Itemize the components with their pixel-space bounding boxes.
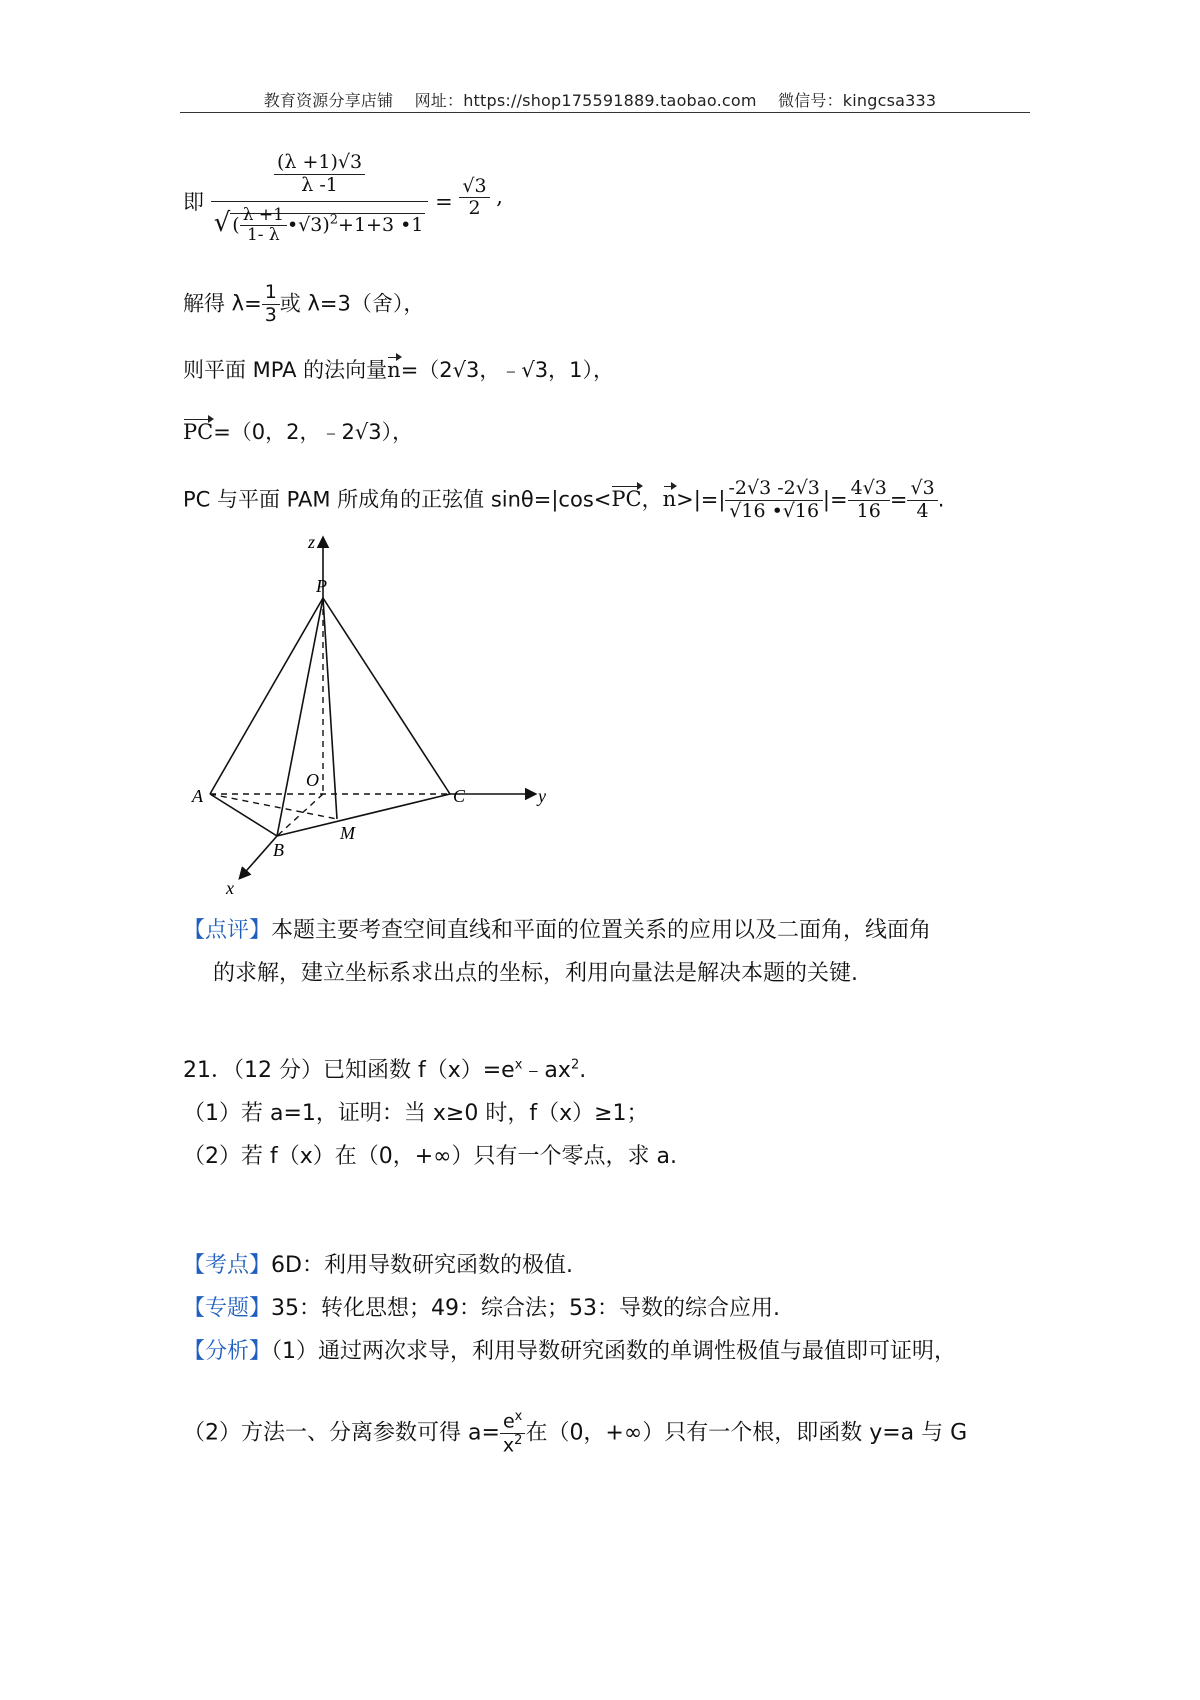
label-P: P — [316, 576, 327, 596]
eq-top-fraction: $\frac{(\lambda +1)√3}{\lambda -1}$ — [274, 152, 365, 197]
problem-q2: （2）若 f（x）在（0，+∞）只有一个零点，求 a. — [183, 1143, 677, 1169]
pc-vector-line: PC=（0，2，﹣2√3）， — [183, 420, 414, 444]
label-C: C — [453, 786, 466, 806]
problem-q1: （1）若 a=1，证明：当 x≥0 时，f（x）≥1； — [183, 1100, 649, 1126]
header-rule — [180, 112, 1030, 113]
zhuanti-line: 【专题】35：转化思想；49：综合法；53：导数的综合应用. — [183, 1295, 780, 1321]
header-shop: 教育资源分享店铺 — [263, 91, 394, 110]
eq-main-numerator — [211, 150, 429, 202]
comment-line-2: 的求解，建立坐标系求出点的坐标，利用向量法是解决本题的关键. — [213, 960, 858, 986]
header-url: 网址：https://shop175591889.taobao.com — [414, 91, 757, 110]
eq-main-denominator: √ ( $\frac{\lambda +1}{1- \lambda}$ •√3)$^2$+1+3 •1 — [213, 204, 424, 246]
label-A: A — [192, 786, 203, 806]
normal-vector-line: 则平面 MPA 的法向量n=（2√3，﹣√3，1）， — [183, 358, 614, 382]
method-line: （2）方法一、分离参数可得 a= $\frac{e^x}{x^2}$ 在（0，+∞）只有一个根，即函数 y=a 与 G — [183, 1409, 968, 1457]
equation-block: 即 $\frac{(\lambda +1)√3}{\lambda -1}$ √ ( $\frac{\lambda +1}{1- \lambda}$ •√3)$^2$+1+3 •1 = $\frac{√3}{2}$ , — [183, 151, 503, 246]
lambda-fraction: $\frac{1}{3}$ — [262, 282, 280, 327]
analysis-block — [183, 1245, 1033, 1374]
label-O: O — [306, 770, 319, 790]
comment-block — [183, 910, 1033, 996]
pyramid-diagram — [180, 530, 560, 910]
sine-fraction-3: $\frac{√3}{4}$ — [907, 478, 937, 523]
sine-fraction-1: $\frac{-2√3 -2√3}{√16 •√16}$ — [725, 478, 822, 523]
label-B: B — [273, 840, 284, 860]
label-x: x — [226, 878, 234, 898]
sine-fraction-2: $\frac{4√3}{16}$ — [848, 478, 890, 523]
eq-main-fraction — [211, 150, 429, 246]
label-y: y — [538, 786, 546, 806]
comment-line-1: 【点评】本题主要考查空间直线和平面的位置关系的应用以及二面角，线面角 — [183, 918, 932, 943]
fenxi-line: 【分析】（1）通过两次求导，利用导数研究函数的单调性极值与最值即可证明， — [183, 1338, 957, 1364]
eq-inner-fraction: $\frac{\lambda +1}{1- \lambda}$ — [240, 206, 287, 246]
edge-PM — [323, 598, 337, 819]
header-wechat: 微信号：kingcsa333 — [777, 91, 937, 110]
edge-BC — [277, 794, 450, 836]
comment-tag: 【点评】 — [183, 918, 272, 943]
label-M: M — [340, 823, 355, 843]
kaodian-line: 【考点】6D：利用导数研究函数的极值. — [183, 1253, 573, 1278]
sine-line: PC 与平面 PAM 所成角的正弦值 sinθ=|cos<PC，n>|=| $\frac{-2√3 -2√3}{√16 •√16}$ |= $\frac{4√3}{16}$ = $\frac{√3}{4}$ . — [183, 477, 945, 522]
vector-pc: PC — [183, 420, 214, 444]
problem-title: 21．（12 分）已知函数 $f(x)=e^x﹣ax^2$. — [183, 1057, 587, 1083]
vector-n: n — [387, 358, 401, 382]
eq-rhs-fraction: $\frac{√3}{2}$ — [459, 176, 489, 221]
page-header — [0, 88, 1200, 111]
method-fraction: $\frac{e^x}{x^2}$ — [500, 1410, 526, 1457]
edge-PB — [277, 598, 323, 836]
edge-PA — [210, 598, 323, 794]
x-axis — [240, 836, 277, 878]
problem-21 — [183, 1050, 1033, 1179]
edge-PC — [323, 598, 450, 794]
label-z: z — [308, 532, 316, 552]
solve-line: 解得 λ= $\frac{1}{3}$ 或 λ=3（舍）， — [183, 281, 425, 326]
eq-prefix: 即 — [183, 190, 204, 215]
